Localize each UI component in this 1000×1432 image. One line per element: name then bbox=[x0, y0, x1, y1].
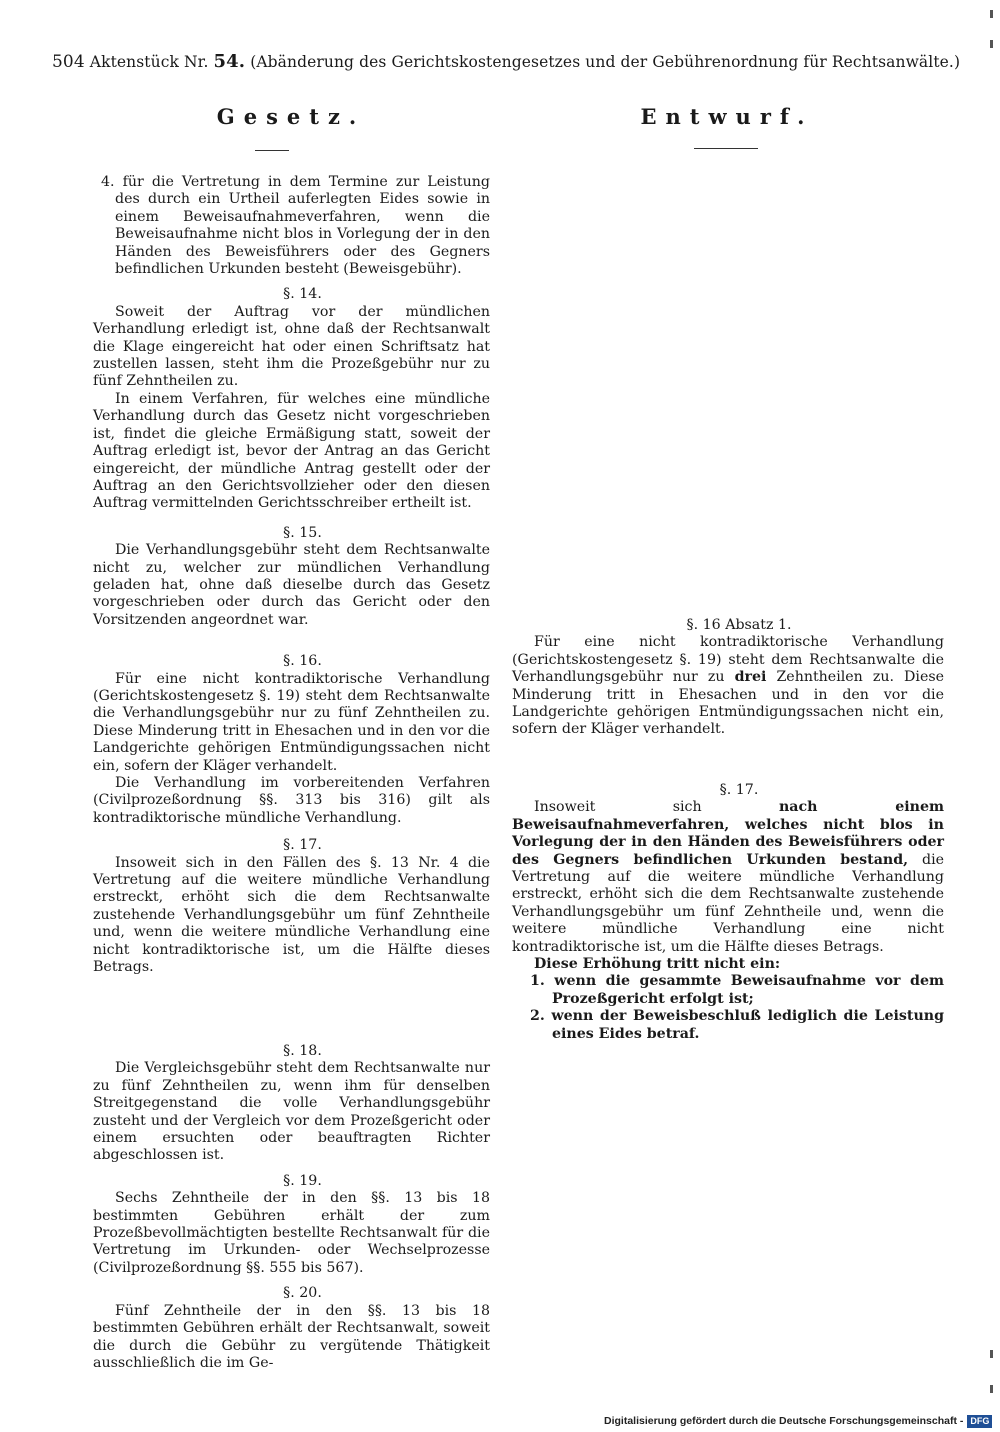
draft-section-17-paragraph-1 bbox=[512, 799, 944, 956]
section-18-heading: §. 18. bbox=[283, 1043, 322, 1059]
section-14-paragraph-1: Soweit der Auftrag vor der mündlichen Verhandlung erledigt ist, ohne daß der Rechtsanwalt die Klage eingereicht hat oder einen Schriftsatz hat zustellen lassen, steht ihm die Prozeßgebühr nur zu fünf Zehntheilen zu. bbox=[93, 303, 490, 390]
page-header bbox=[52, 51, 961, 72]
footer-text: Digitalisierung gefördert durch die Deutsche Forschungsgemeinschaft - bbox=[604, 1415, 964, 1427]
draft-s17-emphasis: nach einem Beweisaufnahmeverfahren, welches nicht blos in Vorlegung der in den Händen des Beweisführers oder des Gegners befindlichen Urkunden bestand, bbox=[512, 799, 944, 868]
section-14-heading: §. 14. bbox=[283, 286, 322, 303]
draft-section-17-heading: §. 17. bbox=[719, 782, 759, 798]
left-title-rule bbox=[255, 150, 289, 151]
draft-section-16-paragraph-1 bbox=[512, 634, 944, 738]
draft-s17-text-a: Insoweit sich bbox=[534, 799, 702, 816]
draft-s16-emphasis: drei bbox=[734, 669, 767, 686]
section-15-paragraph-1: Die Verhandlungsgebühr steht dem Rechtsanwalte nicht zu, welcher zur mündlichen Verhandlung geladen hat, ohne daß dieselbe durch das Gesetz vorgeschrieben oder durch das Gericht oder den Vorsitzenden angeordnet war. bbox=[93, 542, 490, 628]
section-19-heading: §. 19. bbox=[283, 1172, 322, 1189]
left-column-title: Gesetz. bbox=[216, 104, 366, 129]
right-column-title: Entwurf. bbox=[640, 104, 814, 129]
header-number: 54. bbox=[213, 51, 246, 72]
section-16-paragraph-2: Die Verhandlung im vorbereitenden Verfahren (Civilprozeßordnung §§. 313 bis 316) gilt als kontradiktorische mündliche Verhandlung. bbox=[93, 775, 490, 826]
digitization-footer bbox=[604, 1413, 996, 1429]
header-subject: (Abänderung des Gerichtskostengesetzes und der Gebührenordnung für Rechtsanwälte.) bbox=[250, 53, 961, 71]
right-title-rule bbox=[694, 148, 758, 149]
draft-s16-text-b: Zehntheilen zu. Diese Minderung tritt in Ehesachen und in den vor die Landgerichte gehörigen Entmündigungssachen nicht ein, sofern der Kläger verhandelt. bbox=[512, 669, 945, 738]
page-number: 504 bbox=[52, 52, 85, 72]
section-20-paragraph-1: Fünf Zehntheile der in den §§. 13 bis 18 bestimmten Gebühren erhält der Rechtsanwalt, soweit die durch die Gebühr zu vergütende Thätigkeit ausschließlich die im Ge- bbox=[93, 1302, 490, 1371]
section-17-heading: §. 17. bbox=[283, 837, 322, 854]
section-17-paragraph-1: Insoweit sich in den Fällen des §. 13 Nr. 4 die Vertretung auf die weitere mündliche Verhandlung erstreckt, erhöht sich die dem Rechtsanwalte zustehende Verhandlungsgebühr um fünf Zehntheile und, wenn die weitere mündliche Verhandlung eine nicht kontradiktorische ist, um die Hälfte dieses Betrags. bbox=[93, 854, 490, 976]
header-prefix: Aktenstück Nr. bbox=[89, 53, 209, 71]
draft-section-17-item-1: 1. wenn die gesammte Beweisaufnahme vor dem Prozeßgericht erfolgt ist; bbox=[530, 973, 944, 1007]
draft-s16-text-a: Für eine nicht kontradiktorische Verhandlung (Gerichtskostengesetz §. 19) steht dem Rechtsanwalte die Verhandlungsgebühr nur zu bbox=[512, 634, 944, 686]
section-20-heading: §. 20. bbox=[283, 1285, 322, 1302]
draft-section-16-heading: §. 16 Absatz 1. bbox=[686, 617, 792, 633]
section-19-paragraph-1: Sechs Zehntheile der in den §§. 13 bis 18 bestimmten Gebühren erhält der zum Prozeßbevollmächtigten bestellte Rechtsanwalt für die Vertretung im Urkunden- oder Wechselprozesse (Civilprozeßordnung §§. 555 bis 567). bbox=[93, 1190, 490, 1276]
right-column-section-16 bbox=[512, 617, 944, 739]
draft-section-17-item-2: 2. wenn der Beweisbeschluß lediglich die Leistung eines Eides betraf. bbox=[530, 1008, 944, 1042]
right-column-section-17 bbox=[512, 782, 944, 1043]
dfg-logo: DFG bbox=[967, 1415, 992, 1428]
section-16-paragraph-1: Für eine nicht kontradiktorische Verhandlung (Gerichtskostengesetz §. 19) steht dem Rechtsanwalte die Verhandlungsgebühr nur zu fünf Zehntheilen zu. Diese Minderung tritt in Ehesachen und in den vor die Landgerichte gehörigen Entmündigungssachen nicht ein, sofern der Kläger verhandelt. bbox=[93, 670, 490, 774]
draft-s17-text-b: die Vertretung auf die weitere mündliche Verhandlung erstreckt, erhöht sich die dem Rechtsanwalte zustehende Verhandlungsgebühr um fünf Zehntheile und, wenn die weitere mündliche Verhandlung eine nicht kontradiktorische ist, um die Hälfte dieses Betrags. bbox=[512, 851, 944, 955]
section-14-paragraph-2: In einem Verfahren, für welches eine mündliche Verhandlung durch das Gesetz nicht vorgeschrieben ist, findet die gleiche Ermäßigung statt, soweit der Auftrag erledigt ist, bevor der Antrag an das Gericht eingereicht, der mündliche Antrag gestellt oder der Auftrag an den Gerichtsvollzieher oder den diesen Auftrag vermittelnden Gerichtsschreiber ertheilt ist. bbox=[93, 390, 490, 512]
item-4: 4. für die Vertretung in dem Termine zur Leistung des durch ein Urtheil auferlegten Eides sowie in einem Beweisaufnahmeverfahren, wenn die Beweisaufnahme nicht blos in Vorlegung der in den Händen des Beweisführers oder des Gegners befindlichen Urkunden besteht (Beweisgebühr). bbox=[101, 174, 490, 278]
section-18-paragraph-1: Die Vergleichsgebühr steht dem Rechtsanwalte nur zu fünf Zehntheilen zu, wenn ihm für denselben Streitgegenstand die volle Verhandlungsgebühr zusteht und der Vergleich vor dem Prozeßgericht oder einem ersuchten oder beauftragten Richter abgeschlossen ist. bbox=[93, 1060, 490, 1164]
left-column bbox=[93, 174, 490, 976]
left-column-lower bbox=[93, 1043, 490, 1372]
draft-section-17-paragraph-2: Diese Erhöhung tritt nicht ein: bbox=[534, 956, 781, 973]
section-16-heading: §. 16. bbox=[283, 653, 322, 670]
section-15-heading: §. 15. bbox=[283, 524, 322, 541]
scan-edge-marks bbox=[990, 0, 996, 1432]
